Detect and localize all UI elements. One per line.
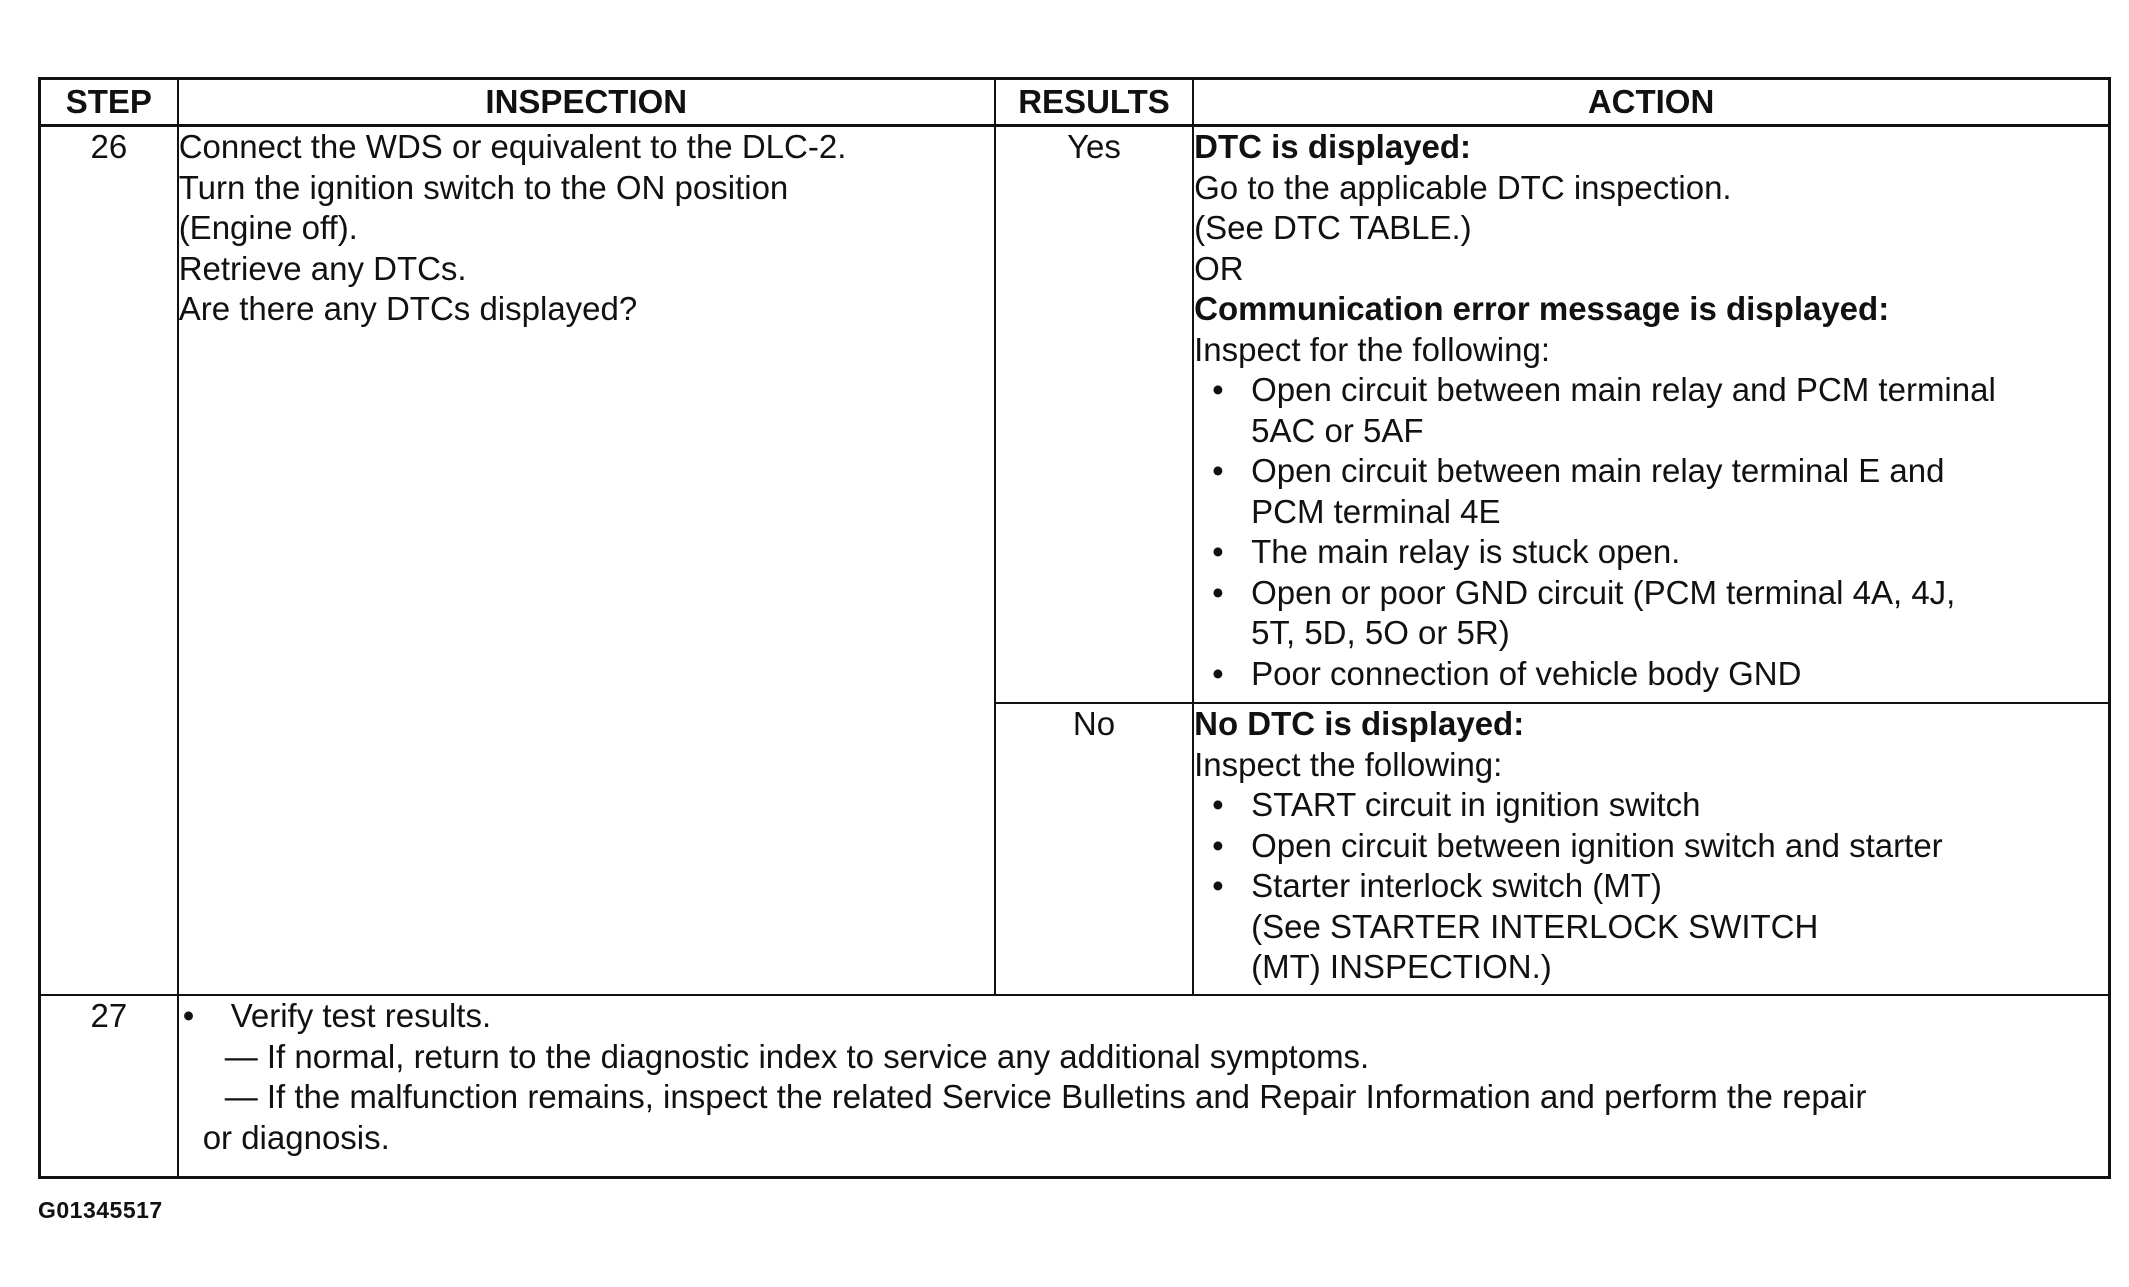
list-item: [1194, 370, 2108, 451]
bullet-text: Open circuit between main relay terminal E and: [1251, 452, 1945, 489]
list-item: [1194, 654, 2108, 695]
verify-text: Verify test results.: [230, 997, 492, 1034]
list-item: [1194, 785, 2108, 826]
figure-id: G01345517: [38, 1197, 163, 1223]
bullet-text: The main relay is stuck open.: [1251, 533, 1681, 570]
step-27-content: [178, 995, 2110, 1178]
bullet-text: Open or poor GND circuit (PCM terminal 4A, 4J,: [1251, 573, 1956, 611]
diagnostic-table: [38, 77, 2111, 1179]
step-27-row: [40, 995, 2110, 1178]
step-number-27: 27: [40, 995, 178, 1178]
list-item: [1194, 866, 2108, 988]
step-26-yes-row: [40, 126, 2110, 704]
action-no: [1193, 703, 2109, 995]
inspection-line: Are there any DTCs displayed?: [178, 290, 638, 327]
action-line: (See DTC TABLE.): [1194, 209, 1472, 246]
list-item: [1194, 573, 2108, 654]
inspection-line: Turn the ignition switch to the ON position: [178, 168, 789, 206]
result-no: No: [995, 703, 1193, 995]
action-or: OR: [1194, 249, 1244, 287]
action-yes: [1193, 126, 2109, 704]
header-step: STEP: [40, 79, 178, 126]
bullet-text: Poor connection of vehicle body GND: [1251, 654, 1802, 692]
action-heading: DTC is displayed:: [1194, 128, 1472, 165]
action-heading: No DTC is displayed:: [1194, 705, 1525, 742]
verify-sub-continuation: or diagnosis.: [202, 1118, 390, 1156]
header-row: [40, 79, 2110, 126]
inspection-line: (Engine off).: [178, 209, 358, 246]
bullet-text: 5AC or 5AF: [1251, 411, 1424, 449]
bullet-icon: •: [1212, 452, 1224, 489]
bullet-icon: •: [1212, 826, 1224, 864]
header-action: ACTION: [1193, 79, 2109, 126]
bullet-icon: •: [1212, 654, 1224, 692]
bullet-icon: •: [1212, 867, 1224, 904]
bullet-icon: •: [1212, 573, 1224, 611]
step-number-26: 26: [40, 126, 178, 996]
step-26-inspection: [178, 126, 995, 996]
action-intro: Inspect the following:: [1194, 745, 1503, 783]
action-bullet-list: [1194, 370, 2108, 694]
list-item: [1194, 532, 2108, 573]
bullet-icon: •: [182, 997, 195, 1034]
bullet-text: Open circuit between main relay and PCM terminal: [1251, 371, 1996, 408]
bullet-text: (See STARTER INTERLOCK SWITCH: [1251, 907, 1819, 945]
bullet-icon: •: [1212, 786, 1224, 823]
bullet-icon: •: [1212, 533, 1224, 570]
bullet-text: 5T, 5D, 5O or 5R): [1251, 614, 1510, 651]
bullet-text: START circuit in ignition switch: [1251, 786, 1701, 823]
header-results: RESULTS: [995, 79, 1193, 126]
bullet-text: Starter interlock switch (MT): [1251, 867, 1662, 904]
header-inspection: INSPECTION: [178, 79, 995, 126]
inspection-line: Retrieve any DTCs.: [178, 249, 467, 287]
bullet-text: (MT) INSPECTION.): [1251, 948, 1552, 985]
action-bullet-list: [1194, 785, 2108, 988]
inspection-line: Connect the WDS or equivalent to the DLC-2.: [178, 128, 847, 165]
verify-sub-line: — If the malfunction remains, inspect the related Service Bulletins and Repair Information and perform the repair: [224, 1078, 1867, 1115]
list-item: [1194, 451, 2108, 532]
list-item: [1194, 826, 2108, 867]
verify-item: [179, 996, 2108, 1037]
action-intro: Inspect for the following:: [1194, 330, 1551, 368]
action-heading: Communication error message is displayed:: [1194, 290, 1890, 327]
verify-sub-line: — If normal, return to the diagnostic index to service any additional symptoms.: [224, 1037, 1370, 1075]
bullet-text: PCM terminal 4E: [1251, 492, 1501, 530]
result-yes: Yes: [995, 126, 1193, 704]
bullet-icon: •: [1212, 371, 1224, 408]
action-line: Go to the applicable DTC inspection.: [1194, 168, 1732, 206]
bullet-text: Open circuit between ignition switch and starter: [1251, 826, 1943, 864]
